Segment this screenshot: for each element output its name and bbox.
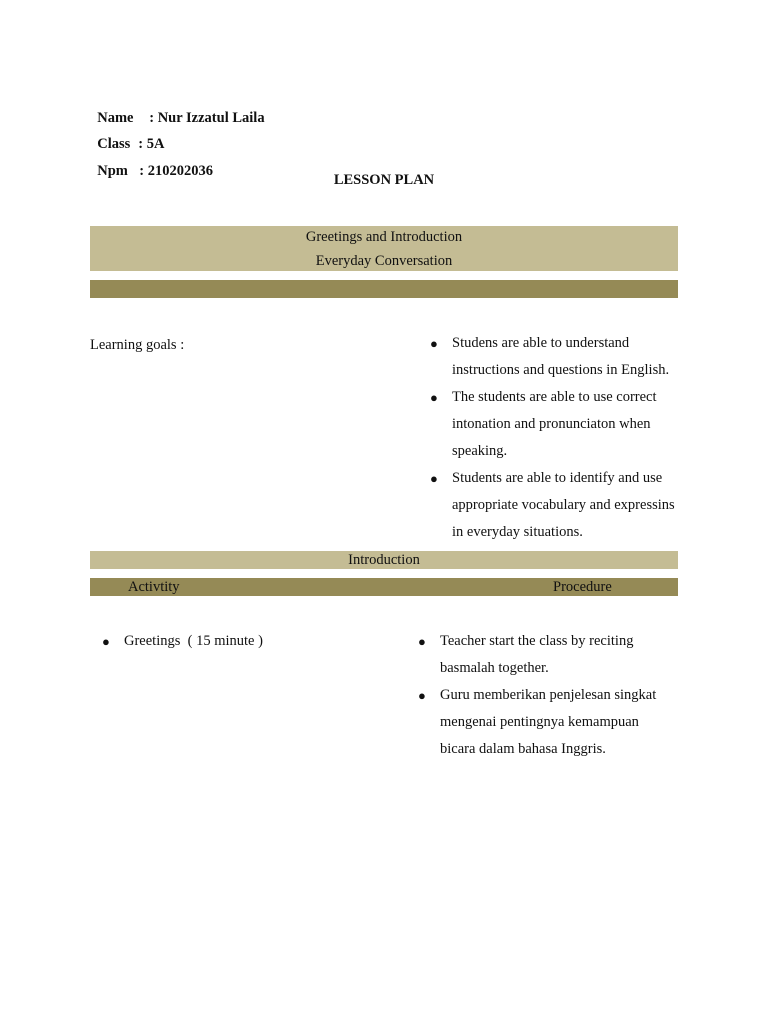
procedure-text: Teacher start the class by reciting basmalah together. <box>440 633 634 676</box>
list-item <box>430 384 682 465</box>
name-label: Name <box>97 110 134 126</box>
npm-value: : 210202036 <box>139 163 213 179</box>
class-value: : 5A <box>138 136 165 152</box>
goal-text: Studens are able to understand instructions and questions in English. <box>452 335 670 378</box>
introduction-band <box>90 551 678 569</box>
goal-text: Students are able to identify and use appropriate vocabulary and expressins in everyday situations. <box>452 470 675 540</box>
list-item <box>418 682 672 763</box>
procedures-list <box>418 628 672 763</box>
activities-list <box>102 628 384 655</box>
bullet-icon: ● <box>418 688 426 703</box>
list-item <box>418 628 672 682</box>
learning-goals-label: Learning goals : <box>90 337 185 353</box>
bullet-icon: ● <box>430 336 438 351</box>
procedure-text: Guru memberikan penjelesan singkat mengenai pentingnya kemampuan bicara dalam bahasa Inggris. <box>440 687 657 757</box>
bullet-icon: ● <box>102 634 110 649</box>
activity-header: Activtity <box>128 579 180 595</box>
topic-line-1: Greetings and Introduction <box>305 229 463 245</box>
npm-label: Npm <box>97 163 128 179</box>
page-title: LESSON PLAN <box>333 172 435 188</box>
learning-goals-list <box>430 330 682 546</box>
goal-text: The students are able to use correct intonation and pronunciaton when speaking. <box>452 389 657 459</box>
bullet-icon: ● <box>430 390 438 405</box>
list-item <box>102 628 384 655</box>
list-item <box>430 330 682 384</box>
divider-band <box>90 280 678 298</box>
activity-text: Greetings ( 15 minute ) <box>124 633 263 649</box>
topic-band <box>90 226 678 271</box>
bullet-icon: ● <box>418 634 426 649</box>
topic-line-2: Everyday Conversation <box>315 253 453 269</box>
name-value: : Nur Izzatul Laila <box>149 110 265 126</box>
class-label: Class <box>97 136 131 152</box>
procedure-header: Procedure <box>553 579 612 595</box>
list-item <box>430 465 682 546</box>
introduction-title: Introduction <box>348 552 420 568</box>
bullet-icon: ● <box>430 471 438 486</box>
